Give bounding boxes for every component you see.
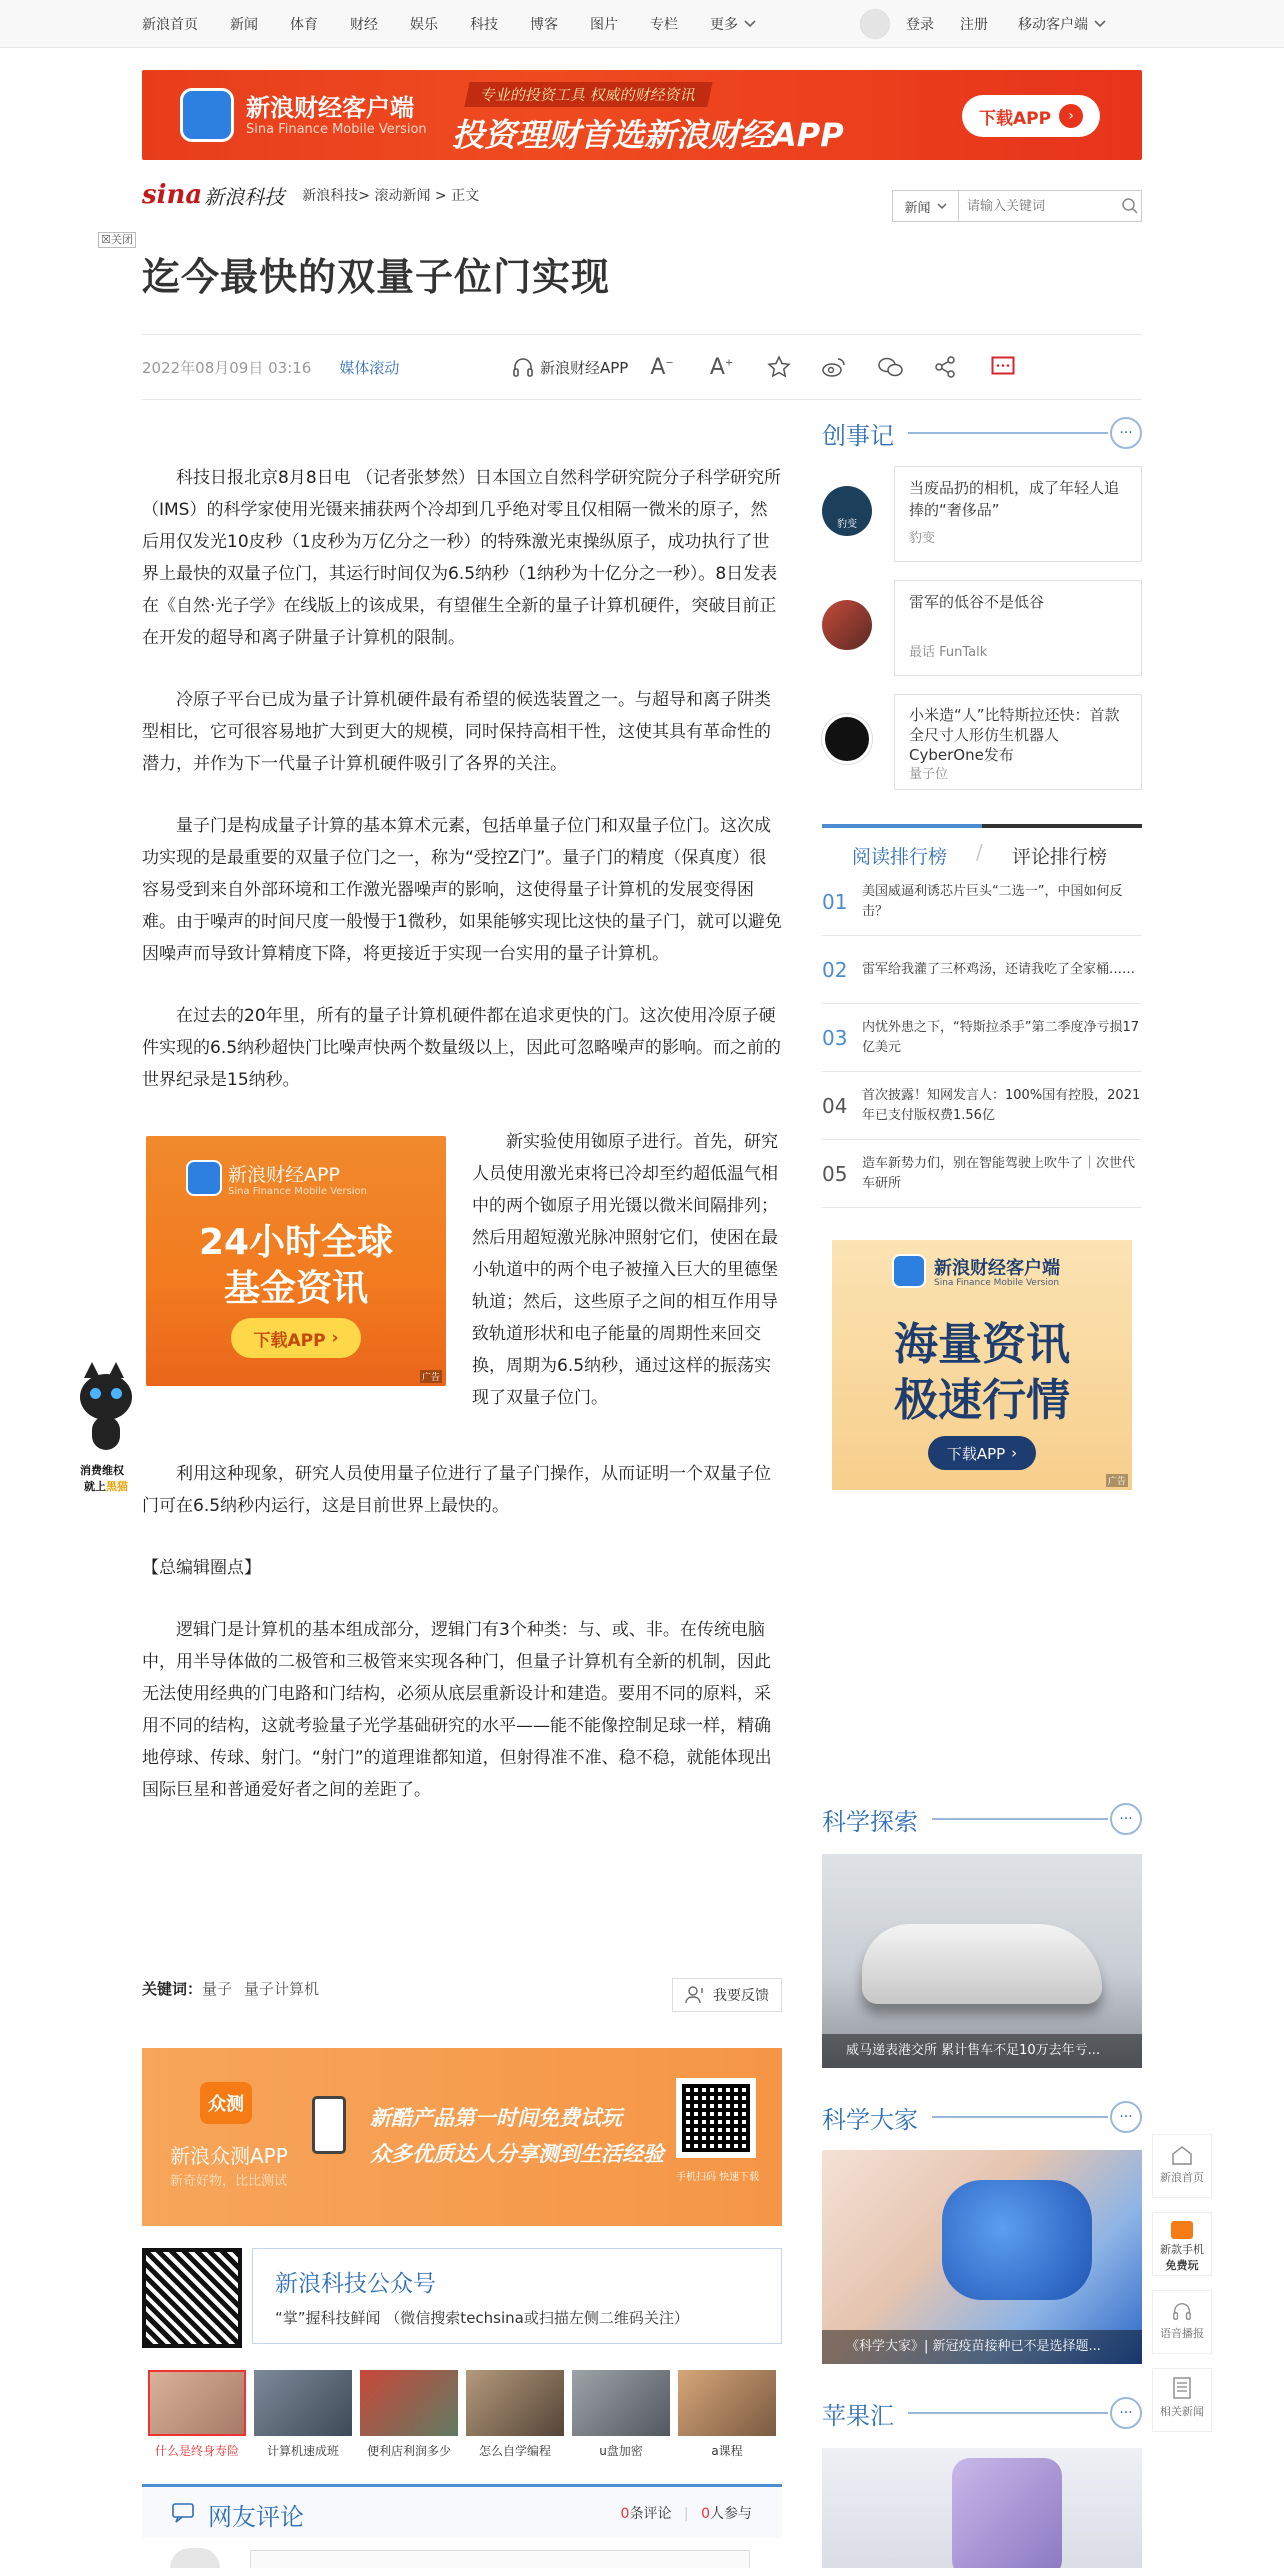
cat-complaint-widget[interactable] [74, 1352, 140, 1492]
thumb-image [360, 2370, 458, 2436]
top-nav [0, 0, 1284, 48]
nav-item-finance[interactable]: 财经 [350, 17, 378, 33]
feedback-button[interactable] [672, 1978, 782, 2012]
chuangshiji-card [894, 694, 1142, 790]
font-decrease-icon[interactable]: A− [650, 354, 674, 380]
article-date: 2022年08月09日 03:16 [142, 358, 312, 377]
dajia-title[interactable]: 科学大家 [822, 2106, 918, 2134]
float-toolbar [1152, 2134, 1212, 2432]
inline-ad-line1: 24小时全球 [198, 1222, 394, 1263]
thumb-image [148, 2370, 246, 2436]
breadcrumb-item-tech[interactable]: 新浪科技 [302, 188, 359, 204]
nav-item-ent[interactable]: 娱乐 [410, 17, 438, 33]
nav-item-sports[interactable]: 体育 [290, 17, 318, 33]
dajia-header [822, 2098, 1142, 2134]
chuangshiji-item-author: 豹变 [909, 531, 936, 546]
nav-item-tech[interactable]: 科技 [470, 17, 498, 33]
article-source[interactable]: 媒体滚动 [339, 358, 400, 377]
inline-fund-ad[interactable] [146, 1136, 446, 1386]
banner-brand: 新浪财经客户端 [246, 94, 414, 122]
close-icon: ☒ [101, 233, 111, 246]
chevron-down-icon [1094, 20, 1106, 28]
ranking-number: 05 [822, 1161, 848, 1186]
finance-app-logo-icon [186, 1160, 222, 1196]
float-phone-button[interactable] [1152, 2212, 1212, 2276]
banner-tag: 专业的投资工具 权威的财经资讯 [464, 82, 712, 107]
ranking-number: 02 [822, 957, 848, 982]
mobile-client-menu[interactable] [1018, 14, 1106, 34]
thumb-image [466, 2370, 564, 2436]
cat-widget-line1: 消费维权 [80, 1464, 124, 1477]
thumb-strip [148, 2370, 778, 2458]
comments-title: 网友评论 [208, 2503, 304, 2531]
tab-read-ranking[interactable]: 阅读排行榜 [852, 846, 948, 868]
float-home-label: 新浪首页 [1160, 2171, 1204, 2184]
thumb-label: 便利店利润多少 [366, 2444, 451, 2458]
close-ad-button[interactable] [98, 232, 136, 248]
register-link[interactable]: 注册 [960, 17, 988, 33]
close-ad-label: 关闭 [110, 233, 133, 246]
star-icon[interactable] [767, 355, 791, 379]
font-increase-icon[interactable]: A+ [709, 354, 734, 380]
kexue-feature[interactable] [822, 1854, 1142, 2068]
ad-tag: 广告 [420, 1370, 442, 1383]
thumb-item[interactable] [148, 2370, 246, 2458]
chuangshiji-item-title: 小米造“人”比特斯拉还快：首款全尺寸人形仿生机器人CyberOne发布 [909, 706, 1120, 764]
section-divider [908, 2412, 1108, 2414]
chuangshiji-item[interactable] [822, 466, 1142, 562]
article-title: 迄今最快的双量子位门实现 [142, 255, 611, 299]
cat-widget-line2 [84, 1478, 128, 1494]
inline-ad-brand-en: Sina Finance Mobile Version [228, 1186, 367, 1197]
article-meta-bar [142, 334, 1142, 400]
ranking-number: 01 [822, 889, 848, 914]
nav-right [860, 0, 1106, 48]
zhongce-line2: 众多优质达人分享测到生活经验 [370, 2142, 664, 2166]
section-divider [932, 2116, 1108, 2118]
site-logo-text[interactable]: 新浪科技 [204, 184, 285, 209]
comment-count[interactable]: 0 [620, 2506, 630, 2522]
participant-count-label: 人参与 [710, 2506, 752, 2522]
tab-comment-ranking[interactable]: 评论排行榜 [1012, 846, 1108, 868]
sidebar-ad-brand: 新浪财经客户端 [934, 1258, 1060, 1279]
document-icon [1173, 2377, 1191, 2399]
weibo-icon[interactable] [821, 356, 847, 378]
keywords-row [142, 1978, 319, 1999]
inline-ad-download-label: 下载APP [253, 1330, 326, 1351]
inline-ad-wrap [142, 1126, 782, 1444]
ranking-number: 03 [822, 1025, 848, 1050]
author-avatar [822, 486, 872, 536]
ranking-number: 04 [822, 1093, 848, 1118]
chevron-down-icon [937, 203, 947, 210]
chuangshiji-card [894, 466, 1142, 562]
kexue-title[interactable]: 科学探索 [822, 1808, 918, 1836]
home-icon [1171, 2145, 1193, 2165]
qr-caption: 手机扫码 快速下载 [676, 2172, 760, 2183]
headphones-icon [512, 356, 534, 378]
zhongce-ad[interactable] [142, 2048, 782, 2226]
thumb-image [678, 2370, 776, 2436]
apple-header [822, 2394, 1142, 2430]
apple-feature[interactable] [822, 2448, 1142, 2568]
feedback-label: 我要反馈 [713, 1988, 769, 2004]
audio-app-button[interactable] [512, 356, 628, 378]
thumb-label: a课程 [711, 2444, 743, 2458]
nav-item-home[interactable]: 新浪首页 [142, 17, 198, 33]
comment-input[interactable] [250, 2550, 750, 2568]
chuangshiji-item-title: 当废品扔的相机，成了年轻人追捧的“奢侈品” [909, 479, 1120, 519]
zhongce-logo-icon [200, 2082, 252, 2124]
ad-tag: 广告 [1106, 1474, 1128, 1487]
dajia-caption: 《科学大家》| 新冠疫苗接种已不是选择题... [822, 2330, 1142, 2364]
more-dots-icon[interactable]: ··· [1110, 2101, 1142, 2133]
breadcrumb-item-rolling[interactable]: 滚动新闻 [374, 188, 431, 204]
chuangshiji-item-author: 量子位 [909, 767, 949, 782]
arrow-right-icon: › [331, 1328, 339, 1348]
zhongce-sub: 新奇好物，比比测试 [170, 2174, 288, 2189]
cat-widget-line2-text: 就上 [84, 1480, 106, 1493]
user-feedback-icon [685, 1986, 705, 2004]
sina-logo-icon[interactable]: sina [142, 180, 203, 210]
sidebar-ad-brand-en: Sina Finance Mobile Version [934, 1278, 1060, 1288]
thumb-label: u盘加密 [599, 2444, 643, 2458]
audio-app-label: 新浪财经APP [540, 358, 629, 377]
search-icon[interactable] [1121, 197, 1139, 215]
comment-bubble-icon [172, 2503, 194, 2523]
inline-ad-line2: 基金资讯 [223, 1268, 368, 1309]
chuangshiji-title[interactable]: 创事记 [822, 422, 894, 450]
nav-item-news[interactable]: 新闻 [230, 17, 258, 33]
phone-illustration-icon [312, 2096, 346, 2154]
ranking-item[interactable] [822, 868, 1142, 936]
avatar-label: 豹变 [837, 519, 857, 530]
kexue-header [822, 1800, 1142, 1836]
car-image [862, 1924, 1102, 2004]
article-paragraph: 逻辑门是计算机的基本组成部分，逻辑门有3个种类：与、或、非。在传统电脑中，用半导体做的二极管和三极管来实现各种门，但量子计算机有全新的机制，因此无法使用经典的门电路和门结构，必须从底层重新设计和建造。要用不同的原料，采用不同的结构，这就考验量子光学基础研究的水平——能不能像控制足球一样，精确地停球、传球、射门。“射门”的道理谁都知道，但射得准不准、稳不稳，就能体现出国际巨星和普通爱好者之间的差距了。 [142, 1620, 772, 1800]
black-cat-icon [80, 1362, 132, 1452]
ranking-list [822, 868, 1142, 1208]
comments-header [142, 2484, 782, 2538]
sidebar-finance-ad[interactable] [832, 1240, 1132, 1490]
thumb-label: 怎么自学编程 [478, 2444, 551, 2458]
wechat-account-desc: “掌”握科技鲜闻 （微信搜索techsina或扫描左侧二维码关注） [275, 2309, 689, 2327]
ranking-text: 内忧外患之下，“特斯拉杀手”第二季度净亏损17亿美元 [862, 1019, 1140, 1055]
float-home-button[interactable] [1152, 2134, 1212, 2198]
thumb-label: 什么是终身寿险 [154, 2444, 239, 2458]
dajia-feature[interactable] [822, 2150, 1142, 2364]
ranking-text: 美国威逼利诱芯片巨头“二选一”，中国如何反击？ [862, 883, 1123, 919]
banner-download-button[interactable] [962, 95, 1100, 137]
phone-image [952, 2458, 1062, 2568]
phone-gift-icon [1171, 2221, 1193, 2239]
thumb-item[interactable] [254, 2370, 352, 2458]
article-paragraph: 科技日报北京8月8日电 （记者张梦然）日本国立自然科学研究院分子科学研究所（IMS）的科学家使用光镊来捕获两个冷却到几乎绝对零且仅相隔一微米的原子，然后用仅发光10皮秒（1皮秒为万亿分之一秒）的特殊激光束操纵原子，成功执行了世界上最快的双量子位门，其运行时间仅为6.5纳秒（1纳秒为十亿分之一秒）。8日发表在《自然·光子学》在线版上的该成果，有望催生全新的量子计算机硬件，突破目前正在开发的超导和离子阱量子计算机的限制。 [142, 468, 782, 648]
participant-count[interactable]: 0 [701, 2506, 710, 2522]
ranking-text: 造车新势力们，别在智能驾驶上吹牛了｜次世代车研所 [862, 1155, 1136, 1191]
thumb-label: 计算机速成班 [266, 2444, 339, 2458]
thumb-item[interactable] [360, 2370, 458, 2458]
more-dots-icon[interactable]: ··· [1110, 2397, 1142, 2429]
article-paragraph: 冷原子平台已成为量子计算机硬件最有希望的候选装置之一。与超导和离子阱类型相比，它可很容易地扩大到更大的规模，同时保持高相干性，这使其具有革命性的潜力，并作为下一代量子计算机硬件吸引了各界的关注。 [142, 690, 771, 774]
finance-app-logo-icon [892, 1254, 926, 1288]
more-dots-icon[interactable]: ··· [1110, 417, 1142, 449]
author-avatar [822, 600, 872, 650]
thumb-item[interactable] [572, 2370, 670, 2458]
thumb-image [572, 2370, 670, 2436]
article-paragraph: 在过去的20年里，所有的量子计算机硬件都在追求更快的门。这次使用冷原子硬件实现的6.5纳秒超快门比噪声快两个数量级以上，因此可忽略噪声的影响。而之前的世界纪录是15纳秒。 [142, 1006, 782, 1090]
chuangshiji-item[interactable] [822, 580, 1142, 676]
float-audio-label: 语音播报 [1160, 2327, 1204, 2340]
comments-stats [621, 2503, 752, 2523]
chevron-down-icon [744, 20, 756, 28]
article-paragraph: 量子门是构成量子计算的基本算术元素，包括单量子位门和双量子位门。这次成功实现的是最重要的双量子位门之一，称为“受控Z门”。量子门的精度（保真度）很容易受到来自外部环境和工作激光器噪声的影响，这使得量子计算机的发展变得困难。由于噪声的时间尺度一般慢于1微秒，如果能够实现比这快的量子门，就可以避免因噪声而导致计算精度下降，将更接近于实现一台实用的量子计算机。 [142, 816, 782, 964]
search-box [892, 190, 1142, 222]
ranking-text: 首次披露！知网发言人：100%国有控股，2021年已支付版权费1.56亿 [862, 1087, 1141, 1123]
thumb-item[interactable] [466, 2370, 564, 2458]
share-icon[interactable] [933, 355, 957, 379]
keyword-link[interactable]: 量子计算机 [244, 1980, 320, 1998]
author-avatar [822, 714, 872, 764]
article-paragraph: 新实验使用铷原子进行。首先，研究人员使用激光束将已冷却至约超低温气相中的两个铷原子用光镊以微米间隔排列；然后用超短激光脉冲照射它们，使困在最小轨道中的两个电子被撞入巨大的里德堡轨道；然后，这些原子之间的相互作用导致轨道形状和电子能量的周期性来回交换，周期为6.5纳秒，通过这样的振荡实现了双量子位门。 [472, 1132, 778, 1408]
search-scope-select[interactable] [893, 191, 959, 221]
meta-tools [512, 335, 1015, 399]
qr-code-icon [676, 2078, 756, 2158]
comment-avatar [170, 2548, 220, 2568]
nav-more-label: 更多 [710, 17, 738, 33]
ranking-tabs [822, 824, 1142, 868]
sidebar-ad-download-button[interactable] [928, 1436, 1036, 1470]
chuangshiji-card [894, 580, 1142, 676]
breadcrumb-item-current: 正文 [451, 188, 480, 204]
thumb-item[interactable] [678, 2370, 776, 2458]
mobile-client-label: 移动客户端 [1018, 17, 1088, 33]
vaccine-image [942, 2180, 1092, 2300]
breadcrumb-sep: > [430, 188, 452, 204]
thumb-image [254, 2370, 352, 2436]
section-divider [908, 432, 1108, 434]
chuangshiji-header [822, 414, 1142, 450]
float-audio-button[interactable] [1152, 2290, 1212, 2354]
tab-divider: / [976, 840, 983, 864]
nav-item-blog[interactable]: 博客 [530, 17, 558, 33]
zhongce-line1: 新酷产品第一时间免费试玩 [370, 2106, 622, 2130]
keywords-label: 关键词： [142, 1980, 203, 1998]
kexue-caption: 威马递表港交所 累计售车不足10万去年亏... [822, 2034, 1142, 2068]
finance-app-logo-icon [180, 88, 234, 142]
editor-comment-heading: 【总编辑圈点】 [142, 1558, 261, 1578]
search-input[interactable] [967, 199, 1117, 214]
ranking-item[interactable] [822, 1140, 1142, 1208]
zhongce-name: 新浪众测APP [170, 2144, 288, 2168]
headphones-icon [1171, 2301, 1193, 2321]
comment-count-label: 条评论 [629, 2506, 672, 2522]
sidebar-ad-download-label: 下载APP [946, 1444, 1006, 1463]
chuangshiji-item[interactable] [822, 694, 1142, 790]
banner-download-label: 下载APP [978, 108, 1052, 129]
sidebar-ad-line2: 极速行情 [894, 1375, 1070, 1426]
comment-icon[interactable] [991, 356, 1015, 378]
breadcrumb-sep: > [358, 188, 375, 204]
ranking-item[interactable] [822, 1072, 1142, 1140]
user-avatar-icon[interactable] [860, 9, 890, 39]
ranking-item[interactable] [822, 1004, 1142, 1072]
inline-ad-download-button[interactable] [231, 1318, 361, 1358]
float-phone-label: 新款手机 [1160, 2243, 1204, 2256]
float-related-label: 相关新闻 [1160, 2405, 1204, 2418]
keyword-link[interactable]: 量子 [202, 1980, 233, 1998]
article-paragraph: 利用这种现象，研究人员使用量子位进行了量子门操作，从而证明一个双量子位门可在6.5纳秒内运行，这是目前世界上最快的。 [142, 1464, 771, 1516]
header-logo-row [142, 180, 479, 210]
more-dots-icon[interactable]: ··· [1110, 1803, 1142, 1835]
search-scope-label: 新闻 [904, 200, 931, 216]
inline-ad-brand: 新浪财经APP [228, 1164, 340, 1186]
finance-app-banner[interactable] [142, 70, 1142, 160]
wechat-account-box [252, 2248, 782, 2344]
apple-title[interactable]: 苹果汇 [822, 2402, 894, 2430]
chuangshiji-item-title: 雷军的低谷不是低谷 [909, 593, 1045, 611]
nav-item-more[interactable] [710, 14, 756, 34]
nav-item-column[interactable]: 专栏 [650, 17, 678, 33]
login-link[interactable]: 登录 [906, 17, 934, 33]
ranking-text: 雷军给我灌了三杯鸡汤，还请我吃了全家桶…… [862, 961, 1136, 977]
cat-widget-highlight: 黑猫 [106, 1480, 128, 1493]
breadcrumb [302, 185, 479, 205]
article-body [142, 462, 782, 1836]
banner-brand-en: Sina Finance Mobile Version [246, 122, 427, 137]
ranking-item[interactable] [822, 936, 1142, 1004]
arrow-right-icon: › [1059, 104, 1083, 128]
wechat-account-title[interactable]: 新浪科技公众号 [275, 2271, 436, 2297]
banner-slogan: 投资理财首选新浪财经APP [452, 116, 844, 154]
sidebar-ad-line1: 海量资讯 [894, 1319, 1070, 1370]
zhongce-logo-label: 众测 [208, 2094, 244, 2115]
float-phone-label2: 免费玩 [1165, 2259, 1199, 2272]
arrow-right-icon: › [1011, 1444, 1018, 1462]
nav-item-photo[interactable]: 图片 [590, 17, 618, 33]
ranking-active-bar [822, 824, 982, 828]
section-divider [932, 1818, 1108, 1820]
qr-code-icon [142, 2248, 242, 2348]
nav-links [142, 0, 788, 48]
stats-divider: | [683, 2506, 689, 2522]
float-related-button[interactable] [1152, 2368, 1212, 2432]
wechat-icon[interactable] [877, 356, 905, 378]
chuangshiji-item-author: 最话 FunTalk [909, 645, 988, 660]
